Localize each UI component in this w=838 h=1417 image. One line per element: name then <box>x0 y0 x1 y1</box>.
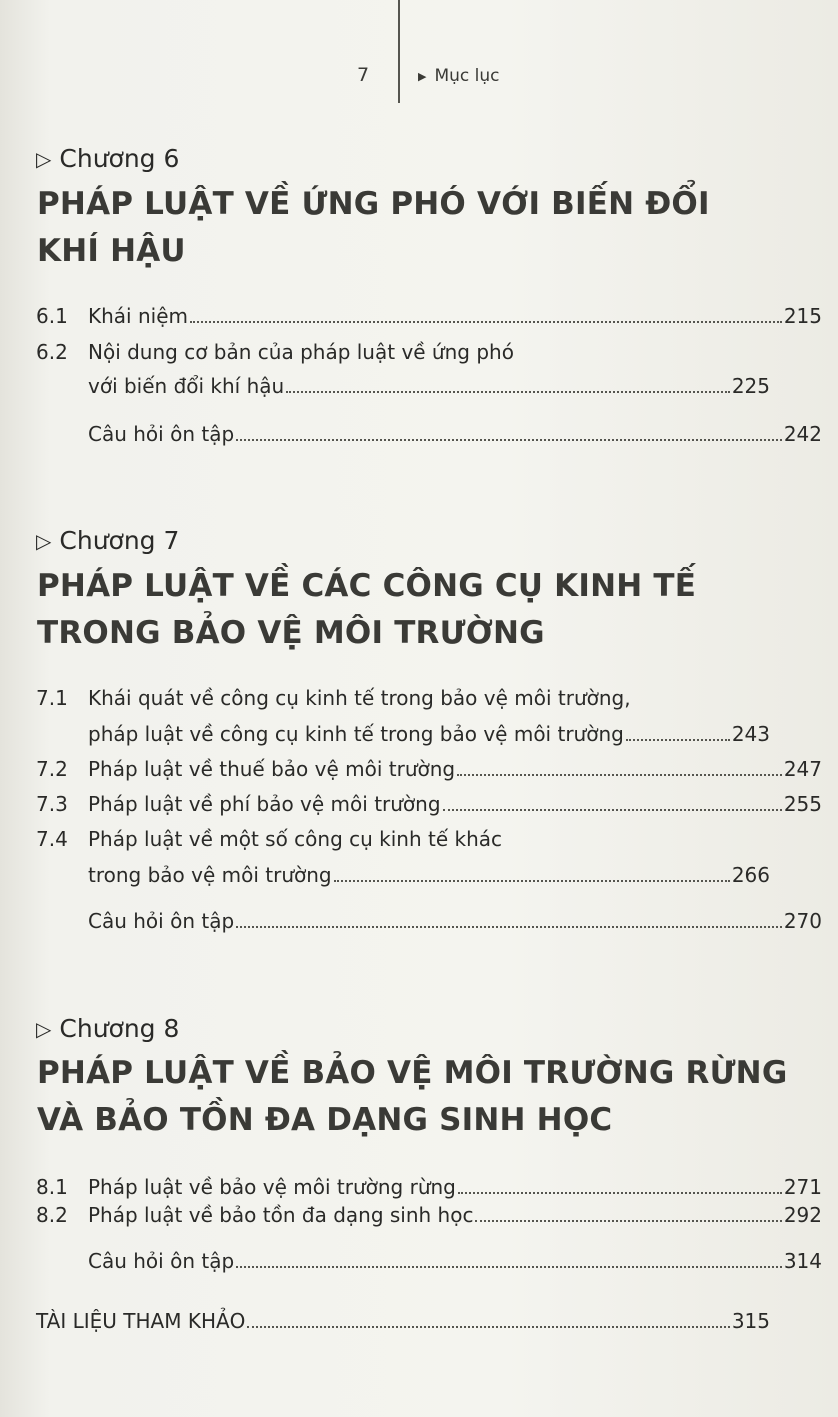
entry-title: Khái niệm <box>88 304 188 328</box>
entry-number: 8.2 <box>36 1203 68 1227</box>
triangle-outline-icon: ▷ <box>36 146 52 171</box>
triangle-right-icon: ▶ <box>418 69 427 83</box>
leader-dots <box>236 1266 782 1268</box>
entry-number: 7.1 <box>36 686 68 710</box>
entry-title: Câu hỏi ôn tập <box>88 1249 235 1273</box>
entry-title-cont: trong bảo vệ môi trường <box>88 863 332 887</box>
entry-title: Pháp luật về phí bảo vệ môi trường <box>88 792 441 816</box>
chapter-label <box>36 526 179 555</box>
entry-number: 7.4 <box>36 827 68 851</box>
entry-title: Pháp luật về thuế bảo vệ môi trường <box>88 757 456 781</box>
chapter-title-line: PHÁP LUẬT VỀ ỨNG PHÓ VỚI BIẾN ĐỔI <box>37 186 710 222</box>
chapter-title-line: PHÁP LUẬT VỀ CÁC CÔNG CỤ KINH TẾ <box>37 568 697 604</box>
header-divider <box>398 0 400 103</box>
entry-page: 271 <box>783 1175 822 1199</box>
leader-dots <box>457 774 782 776</box>
chapter-title-line: KHÍ HẬU <box>37 233 186 269</box>
chapter-label-text: Chương 7 <box>59 526 180 555</box>
entry-title: Câu hỏi ôn tập <box>88 909 235 933</box>
entry-page: 247 <box>783 757 822 781</box>
entry-page: 266 <box>731 863 770 887</box>
chapter-title-line: PHÁP LUẬT VỀ BẢO VỆ MÔI TRƯỜNG RỪNG <box>37 1055 788 1091</box>
references-title: TÀI LIỆU THAM KHẢO <box>36 1309 246 1333</box>
entry-page: 242 <box>783 422 822 446</box>
chapter-label <box>36 144 179 173</box>
entry-number: 6.2 <box>36 340 68 364</box>
references-entry[interactable] <box>36 1309 770 1333</box>
entry-page: 315 <box>731 1309 770 1333</box>
chapter-title <box>37 1050 787 1144</box>
leader-dots <box>626 739 730 741</box>
entry-page: 292 <box>783 1203 822 1227</box>
running-header <box>418 66 500 86</box>
entry-title-cont: pháp luật về công cụ kinh tế trong bảo vệ môi trường <box>88 722 624 746</box>
entry-number: 8.1 <box>36 1175 68 1199</box>
leader-dots <box>236 926 782 928</box>
leader-dots <box>247 1326 729 1328</box>
entry-page: 270 <box>783 909 822 933</box>
entry-title: Nội dung cơ bản của pháp luật về ứng phó <box>88 340 514 364</box>
page-number: 7 <box>357 64 370 86</box>
entry-page: 215 <box>783 304 822 328</box>
triangle-outline-icon: ▷ <box>36 1016 52 1041</box>
entry-page: 225 <box>731 374 770 398</box>
running-header-text: Mục lục <box>434 66 500 86</box>
entry-page: 255 <box>783 792 822 816</box>
chapter-title <box>37 181 710 275</box>
chapter-label-text: Chương 6 <box>59 144 180 173</box>
leader-dots <box>334 880 730 882</box>
leader-dots <box>443 809 782 811</box>
leader-dots <box>458 1192 782 1194</box>
entry-page: 243 <box>731 722 770 746</box>
leader-dots <box>475 1220 781 1222</box>
leader-dots <box>236 439 782 441</box>
entry-page: 314 <box>783 1249 822 1273</box>
entry-title-cont: với biến đổi khí hậu <box>88 374 285 398</box>
chapter-label-text: Chương 8 <box>59 1014 180 1043</box>
entry-title: Pháp luật về bảo vệ môi trường rừng <box>88 1175 456 1199</box>
triangle-outline-icon: ▷ <box>36 528 52 553</box>
entry-title: Câu hỏi ôn tập <box>88 422 235 446</box>
chapter-title <box>37 563 696 657</box>
chapter-title-line: TRONG BẢO VỆ MÔI TRƯỜNG <box>37 615 545 651</box>
entry-number: 6.1 <box>36 304 68 328</box>
leader-dots <box>286 391 730 393</box>
chapter-label <box>36 1014 179 1043</box>
leader-dots <box>190 321 782 323</box>
entry-title: Pháp luật về bảo tồn đa dạng sinh học <box>88 1203 474 1227</box>
entry-number: 7.3 <box>36 792 68 816</box>
chapter-title-line: VÀ BẢO TỒN ĐA DẠNG SINH HỌC <box>37 1102 613 1138</box>
entry-number: 7.2 <box>36 757 68 781</box>
entry-title: Khái quát về công cụ kinh tế trong bảo vệ môi trường, <box>88 686 631 710</box>
entry-title: Pháp luật về một số công cụ kinh tế khác <box>88 827 503 851</box>
